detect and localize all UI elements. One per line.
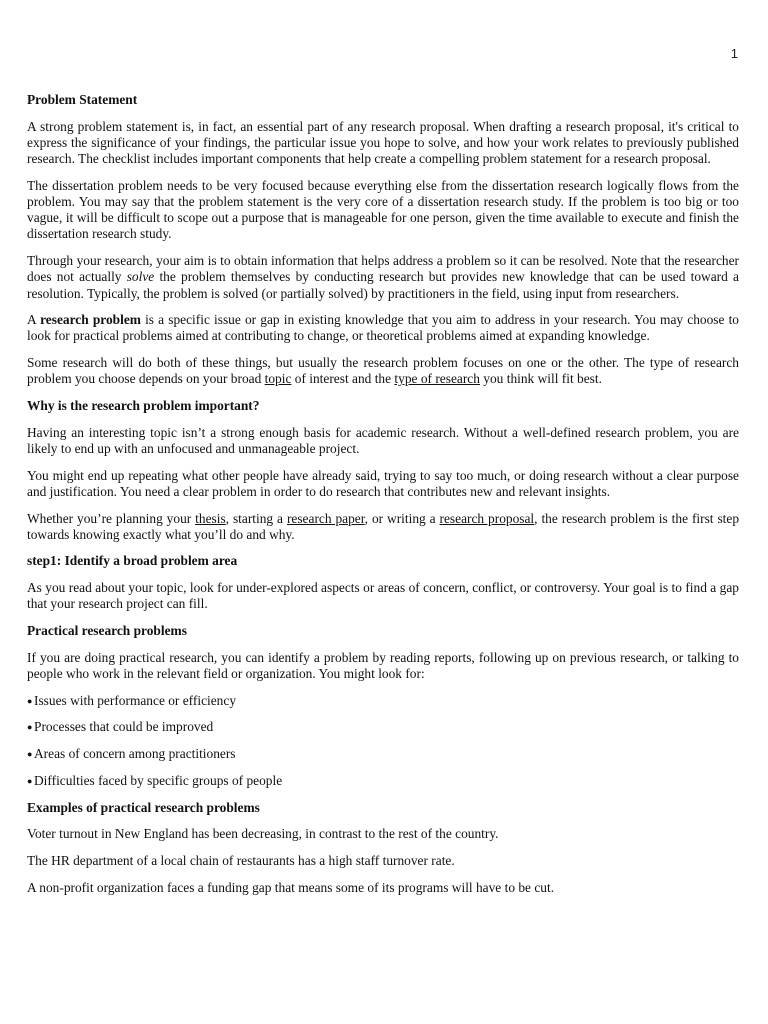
paragraph-problem-type xyxy=(27,355,739,387)
link-thesis[interactable]: thesis xyxy=(195,510,226,526)
text-run: , starting a xyxy=(225,510,287,526)
link-research-proposal[interactable]: research proposal xyxy=(439,510,535,526)
list-item xyxy=(27,719,739,735)
text-run: is a specific issue or gap in existing knowledge that you aim to address in your research. You may choose to look for practical problems aimed at contributing to change, or theoretical problems aimed at expanding knowledge. xyxy=(27,312,739,344)
text-run: , the research problem is the first step towards knowing exactly what you’ll do and why. xyxy=(27,510,740,542)
text-run: Whether you’re planning your xyxy=(27,510,196,526)
text-run: , or writing a xyxy=(364,510,440,526)
text-run: of interest and the xyxy=(291,371,395,387)
text-run: Some research will do both of these things, but usually the research problem focuses on one or the other. The type of research problem you choose depends on your broad xyxy=(27,355,739,387)
paragraph-practical-research: If you are doing practical research, you can identify a problem by reading reports, following up on previous research, or talking to people who work in the relevant field or organization. You might look for: xyxy=(27,649,739,681)
paragraph-repeating: You might end up repeating what other people have already said, trying to say too much, or doing research without a clear purpose and justification. You need a clear problem in order to do research that contributes new and relevant insights. xyxy=(27,467,739,499)
problem-statement-heading: Problem Statement xyxy=(27,92,138,107)
emphasis-solve: solve xyxy=(126,269,155,285)
why-important-heading: Why is the research problem important? xyxy=(27,398,260,414)
paragraph-research-aim xyxy=(27,253,739,302)
link-type-of-research[interactable]: type of research xyxy=(394,371,480,387)
example-funding-gap: A non-profit organization faces a funding gap that means some of its programs will have to be cut. xyxy=(27,879,555,895)
bullet-text: Processes that could be improved xyxy=(34,719,214,735)
paragraph-intro: A strong problem statement is, in fact, an essential part of any research proposal. When drafting a research proposal, it's critical to express the significance of your findings, the particular issue you hope to solve, and how your work relates to previously published research. The checklist includes important components that help create a compelling problem statement for a research proposal. xyxy=(27,118,739,167)
paragraph-interesting-topic: Having an interesting topic isn’t a strong enough basis for academic research. Without a well-defined research problem, you are likely to end up with an unfocused and unmanageable project. xyxy=(27,424,739,456)
step1-heading: step1: Identify a broad problem area xyxy=(27,553,238,569)
document-body xyxy=(27,92,739,906)
paragraph-research-problem-definition xyxy=(27,312,739,344)
link-research-paper[interactable]: research paper xyxy=(286,510,365,526)
practical-problems-heading: Practical research problems xyxy=(27,623,187,639)
bullet-icon: ● xyxy=(27,749,33,760)
example-voter-turnout: Voter turnout in New England has been decreasing, in contrast to the rest of the country. xyxy=(27,826,499,842)
list-item xyxy=(27,693,739,709)
bold-research-problem: research problem xyxy=(40,312,141,328)
example-hr-turnover: The HR department of a local chain of restaurants has a high staff turnover rate. xyxy=(27,852,455,868)
text-run: the problem themselves by conducting research but provides new knowledge that can be used toward a resolution. Typically, the problem is solved (or partially solved) by practitioners in the field, using input from researchers. xyxy=(27,269,739,301)
bullet-icon: ● xyxy=(27,722,33,733)
paragraph-planning xyxy=(27,511,739,543)
paragraph-read-topic: As you read about your topic, look for under-explored aspects or areas of concern, conflict, or controversy. Your goal is to find a gap that your research project can fill. xyxy=(27,580,739,612)
examples-heading: Examples of practical research problems xyxy=(27,799,260,815)
text-run: you think will fit best. xyxy=(479,371,602,387)
bullet-text: Issues with performance or efficiency xyxy=(34,692,237,708)
list-item xyxy=(27,773,739,789)
bullet-text: Difficulties faced by specific groups of people xyxy=(34,772,283,788)
paragraph-dissertation-problem: The dissertation problem needs to be very focused because everything else from the dissertation research logically flows from the problem. You may say that the problem statement is the very core of a dissertation research study. If the problem is too big or too vague, it will be difficult to scope out a purpose that is manageable for one person, given the time available to execute and finish the dissertation research study. xyxy=(27,177,739,242)
list-item xyxy=(27,746,739,762)
text-run: Through your research, your aim is to obtain information that helps address a problem so it can be resolved. Note that the researcher does not actually xyxy=(27,253,739,285)
page-number: 1 xyxy=(730,46,738,61)
bullet-icon: ● xyxy=(27,695,33,706)
link-topic[interactable]: topic xyxy=(264,371,292,387)
bullet-text: Areas of concern among practitioners xyxy=(34,746,236,762)
bullet-icon: ● xyxy=(27,775,33,786)
text-run: A xyxy=(27,312,41,328)
